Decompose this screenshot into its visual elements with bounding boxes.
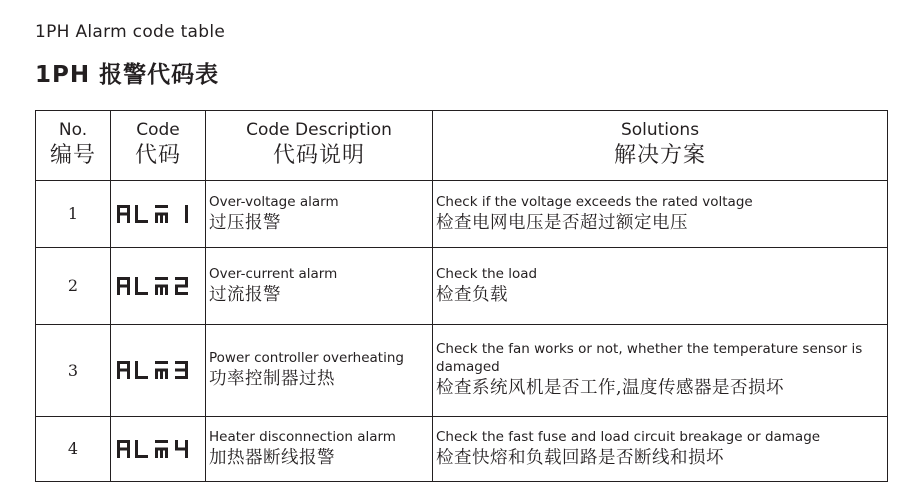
alarm-code-display (111, 324, 206, 416)
header-solutions-cn: 解决方案 (613, 143, 706, 169)
table-row (36, 324, 888, 416)
display-segment (117, 212, 130, 215)
header-code-en: Code (136, 120, 180, 141)
seven-segment-code-1 (117, 203, 197, 225)
display-segment (117, 447, 130, 450)
alarm-code-display (111, 248, 206, 325)
display-segment (185, 213, 188, 223)
display-segment (160, 285, 163, 295)
alarm-code-display (111, 180, 206, 247)
display-segment (160, 369, 163, 379)
solution-cn: 检查负载 (436, 284, 508, 305)
header-solutions-en: Solutions (620, 120, 700, 141)
seven-segment-code-2 (117, 275, 197, 297)
description-en: Over-voltage alarm (209, 193, 339, 210)
description-cell (206, 248, 433, 325)
solution-cell (433, 180, 888, 247)
solution-en: Check the fan works or not, whether the temperature sensor is damaged (436, 341, 863, 376)
row-number: 1 (36, 180, 111, 247)
solution-cn: 检查电网电压是否超过额定电压 (436, 212, 688, 233)
header-code (111, 111, 206, 181)
description-cell (206, 416, 433, 481)
display-segment (160, 213, 163, 223)
alarm-code-table (35, 110, 888, 482)
description-en: Heater disconnection alarm (209, 428, 396, 445)
alarm-code-display (111, 416, 206, 481)
display-segment (155, 440, 168, 443)
display-segment (175, 292, 188, 295)
table-row (36, 248, 888, 325)
display-segment (117, 284, 130, 287)
display-segment (155, 277, 168, 280)
description-cn: 加热器断线报警 (209, 447, 335, 468)
solution-cn: 检查系统风机是否工作,温度传感器是否损坏 (436, 378, 785, 399)
header-solutions (433, 111, 888, 181)
solution-en: Check the load (436, 265, 538, 282)
table-header-row (36, 111, 888, 181)
solution-cell (433, 416, 888, 481)
display-segment (155, 361, 168, 364)
description-cell (206, 324, 433, 416)
title-english: 1PH Alarm code table (35, 22, 226, 42)
seven-segment-code-3 (117, 359, 197, 381)
title-chinese: 1PH 报警代码表 (35, 62, 220, 88)
display-segment (175, 376, 188, 379)
display-segment (135, 361, 138, 371)
solution-cell (433, 324, 888, 416)
seven-segment-code-4 (117, 438, 197, 460)
header-no (36, 111, 111, 181)
display-segment (135, 440, 138, 450)
table-row (36, 416, 888, 481)
description-cn: 过流报警 (209, 284, 281, 305)
display-segment (135, 277, 138, 287)
description-cn: 功率控制器过热 (209, 369, 335, 390)
description-en: Power controller overheating (209, 350, 404, 367)
solution-en: Check if the voltage exceeds the rated voltage (436, 193, 753, 210)
description-cell (206, 180, 433, 247)
description-en: Over-current alarm (209, 265, 338, 282)
row-number: 4 (36, 416, 111, 481)
header-no-en: No. (58, 120, 88, 141)
display-segment (185, 448, 188, 458)
solution-cn: 检查快熔和负载回路是否断线和损坏 (436, 447, 724, 468)
header-description-cn: 代码说明 (272, 143, 365, 169)
row-number: 3 (36, 324, 111, 416)
description-cn: 过压报警 (209, 212, 281, 233)
display-segment (135, 205, 138, 215)
header-no-cn: 编号 (49, 143, 96, 169)
display-segment (117, 369, 130, 372)
display-segment (155, 205, 168, 208)
header-code-cn: 代码 (134, 143, 181, 169)
display-segment (160, 448, 163, 458)
row-number: 2 (36, 248, 111, 325)
solution-en: Check the fast fuse and load circuit breakage or damage (436, 428, 821, 445)
header-description-en: Code Description (246, 120, 392, 141)
table-row (36, 180, 888, 247)
header-description (206, 111, 433, 181)
solution-cell (433, 248, 888, 325)
